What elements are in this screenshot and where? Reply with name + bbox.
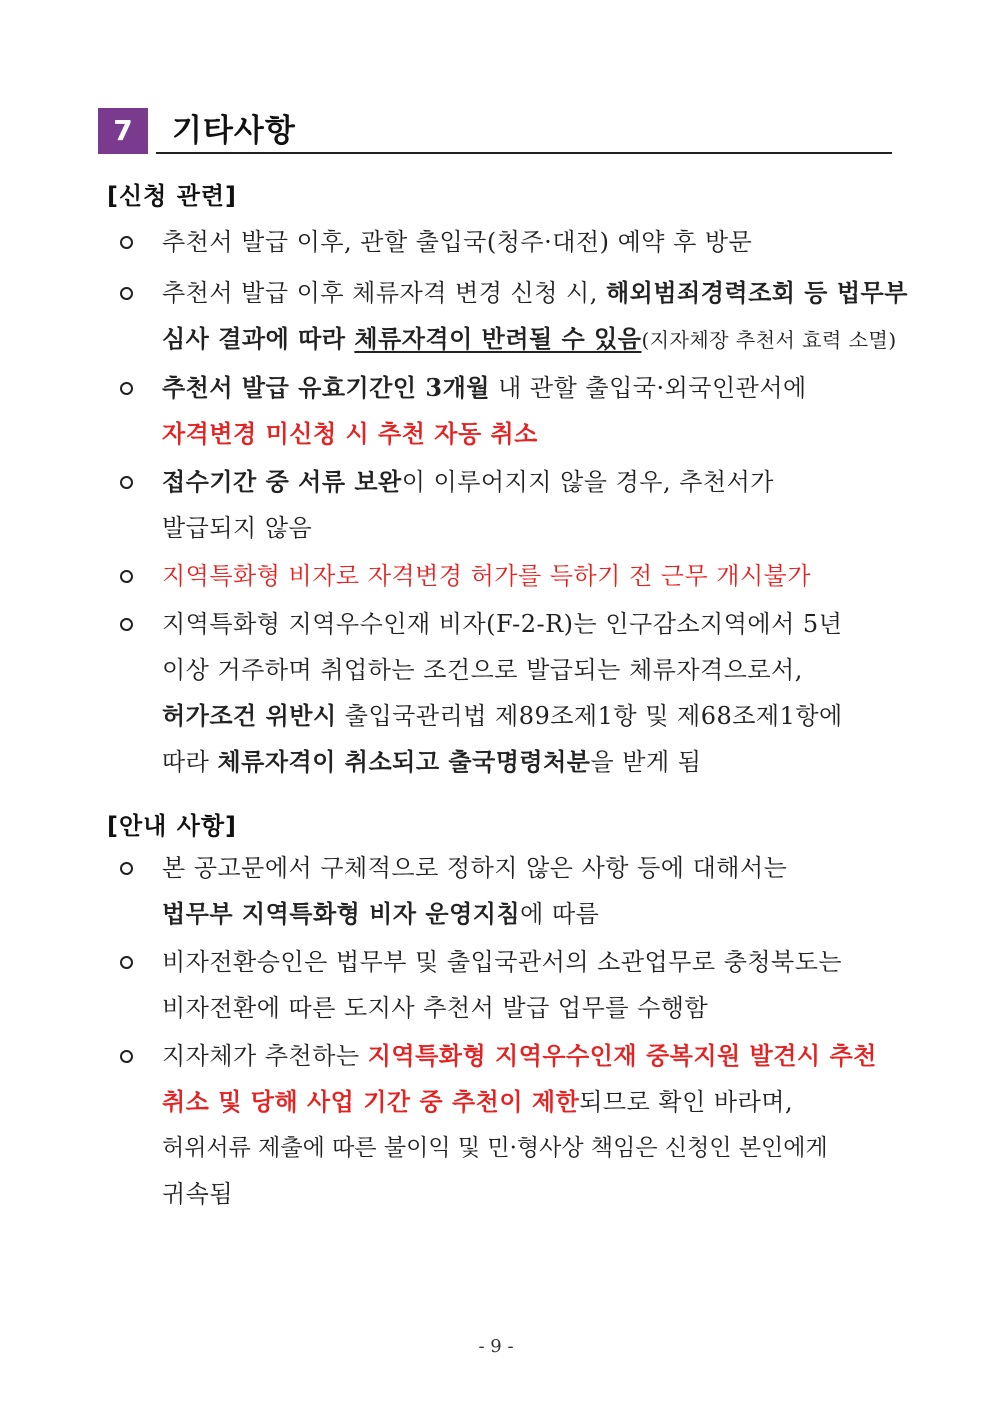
item-text-part: 내 관할 출입국·외국인관서에 [489,374,807,402]
subsection-label-application: [신청 관련] [107,182,238,210]
circle-bullet-icon [120,382,133,395]
item-text-emphasis: 추천서 발급 유효기간인 3개월 [162,373,490,402]
item-text [162,1086,896,1118]
circle-bullet-icon [120,862,133,875]
item-text-part: 따라 [162,748,218,776]
circle-bullet-icon [120,1050,133,1063]
item-text-part: 출입국관리법 제89조제1항 및 제68조제1항에 [336,702,843,730]
circle-bullet-icon [120,570,133,583]
item-text: 비자전환승인은 법무부 및 출입국관서의 소관업무로 충청북도는 [162,948,843,976]
circle-bullet-icon [120,956,133,969]
item-text [162,700,896,732]
item-text-part: 을 받게 됨 [590,748,702,776]
item-text-warning: 자격변경 미신청 시 추천 자동 취소 [162,419,538,448]
item-text [162,323,896,356]
section-number-badge: 7 [98,108,148,154]
item-text: 지역특화형 지역우수인재 비자(F-2-R)는 인구감소지역에서 5년 [162,610,843,638]
item-text: 허위서류 제출에 따른 불이익 및 민·형사상 책임은 신청인 본인에게 [162,1135,828,1161]
item-text-warning: 지역특화형 비자로 자격변경 허가를 득하기 전 근무 개시불가 [162,562,812,590]
subsection-label-notice: [안내 사항] [107,812,238,840]
item-text-part: 추천서 발급 이후 체류자격 변경 신청 시, [162,279,606,307]
item-text-emphasis: 심사 결과에 따라 [162,324,355,353]
item-text-emphasis: 체류자격이 취소되고 출국명령처분 [217,747,591,776]
item-text [162,372,896,404]
item-text [162,1040,896,1072]
item-text [162,466,896,498]
heading-underline [156,152,892,154]
item-text: 이상 거주하며 취업하는 조건으로 발급되는 체류자격으로서, [162,656,803,684]
page-number: - 9 - [478,1336,514,1357]
item-text: 추천서 발급 이후, 관할 출입국(청주·대전) 예약 후 방문 [162,228,753,256]
item-text [162,746,896,778]
item-text-part: 이 이루어지지 않을 경우, 추천서가 [401,468,774,496]
item-text-part: 지자체가 추천하는 [162,1042,368,1070]
item-text-note: (지자체장 추천서 효력 소멸) [641,328,897,352]
item-text: 귀속됨 [162,1180,234,1208]
item-text-part: 에 따름 [520,900,600,928]
item-text-emphasis: 허가조건 위반시 [162,701,337,730]
circle-bullet-icon [120,476,133,489]
circle-bullet-icon [120,236,133,249]
item-text-emphasis: 접수기간 중 서류 보완 [162,467,402,496]
section-title: 기타사항 [172,113,296,149]
item-text-warning: 지역특화형 지역우수인재 중복지원 발견시 추천 [367,1041,877,1070]
item-text-part: 되므로 확인 바라며, [579,1088,794,1116]
circle-bullet-icon [120,287,133,300]
item-text [162,898,896,930]
section-heading [98,108,892,156]
item-text-emphasis: 법무부 지역특화형 비자 운영지침 [162,899,521,928]
item-text-emphasis: 해외범죄경력조회 등 법무부 [605,278,908,307]
item-text-underlined: 체류자격이 반려될 수 있음 [354,324,642,353]
item-text-warning: 취소 및 당해 사업 기간 중 추천이 제한 [162,1087,580,1116]
circle-bullet-icon [120,618,133,631]
item-text: 비자전환에 따른 도지사 추천서 발급 업무를 수행함 [162,994,709,1022]
item-text: 발급되지 않음 [162,514,313,542]
item-text [162,277,908,309]
item-text: 본 공고문에서 구체적으로 정하지 않은 사항 등에 대해서는 [162,854,788,882]
